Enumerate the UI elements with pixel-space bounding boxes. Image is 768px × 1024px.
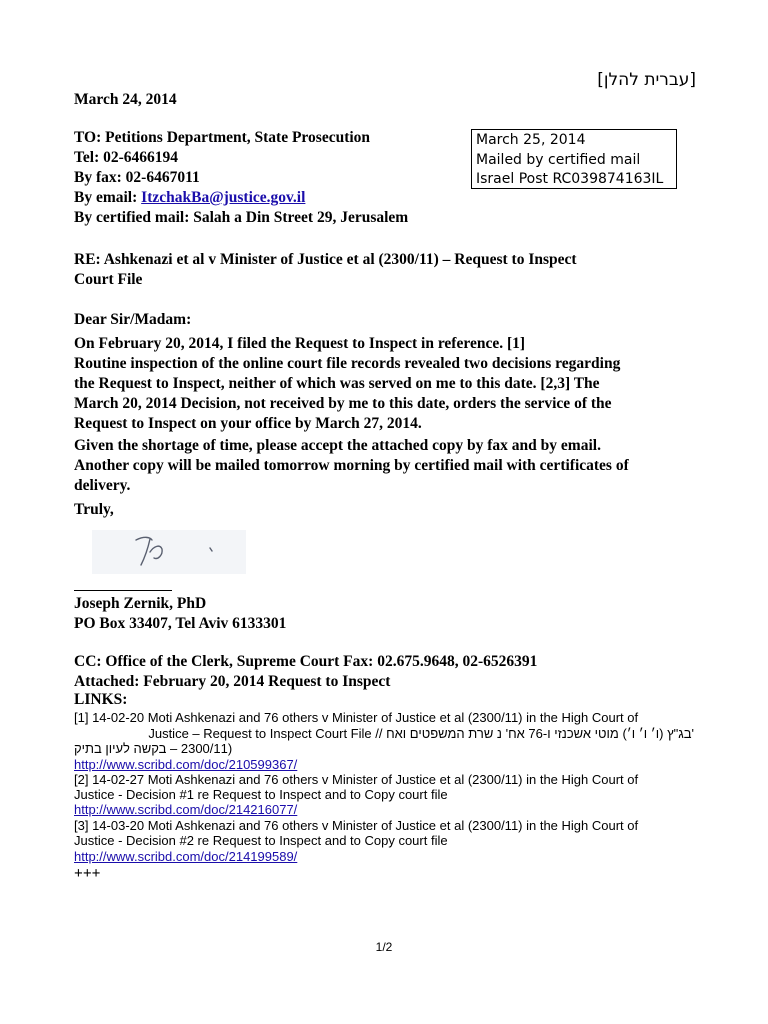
attachment-line: Attached: February 20, 2014 Request to Inspect xyxy=(74,673,391,690)
body-line: On February 20, 2014, I filed the Request to Inspect in reference. [1] xyxy=(74,335,526,352)
recipient-email-line xyxy=(74,188,305,208)
subject-line-continued: Court File xyxy=(74,271,143,288)
handwritten-signature xyxy=(92,530,246,574)
body-line: March 20, 2014 Decision, not received by me to this date, orders the service of the xyxy=(74,395,612,412)
stamp-method: Mailed by certified mail xyxy=(476,151,641,168)
signer-name: Joseph Zernik, PhD xyxy=(74,595,207,612)
recipient-to: TO: Petitions Department, State Prosecution xyxy=(74,129,371,146)
signature-line xyxy=(74,590,172,591)
email-link[interactable]: ItzchakBa@justice.gov.il xyxy=(141,189,306,206)
recipient-fax: By fax: 02-6467011 xyxy=(74,169,200,186)
cc-line: CC: Office of the Clerk, Supreme Court Fax: 02.675.9648, 02-6526391 xyxy=(74,653,538,670)
recipient-tel: Tel: 02-6466194 xyxy=(74,149,179,166)
salutation: Dear Sir/Madam: xyxy=(74,311,192,328)
links-heading: LINKS: xyxy=(74,691,128,708)
end-marker: +++ xyxy=(74,865,101,882)
signer-address: PO Box 33407, Tel Aviv 6133301 xyxy=(74,615,287,632)
link-2-url[interactable]: http://www.scribd.com/doc/214216077/ xyxy=(74,802,298,817)
stamp-date: March 25, 2014 xyxy=(476,132,586,148)
subject-line: RE: Ashkenazi et al v Minister of Justice et al (2300/11) – Request to Inspect xyxy=(74,251,577,268)
body-line: Given the shortage of time, please accept the attached copy by fax and by email. xyxy=(74,437,601,454)
link-3-url[interactable]: http://www.scribd.com/doc/214199589/ xyxy=(74,849,298,864)
link-2-title: [2] 14-02-27 Moti Ashkenazi and 76 others v Minister of Justice et al (2300/11) in the High Court of xyxy=(74,772,639,787)
hebrew-version-note: [עברית להלן] xyxy=(597,70,696,90)
link-1-title-hebrew-end: (2300/11 – בקשה לעיון בתיק xyxy=(74,741,233,756)
recipient-certified-mail: By certified mail: Salah a Din Street 29, Jerusalem xyxy=(74,209,409,226)
mailing-stamp-box xyxy=(471,129,677,189)
link-2-title-continued: Justice - Decision #1 re Request to Inspect and to Copy court file xyxy=(74,787,448,802)
body-line: Request to Inspect on your office by March 27, 2014. xyxy=(74,415,422,432)
page-number: 1/2 xyxy=(375,940,393,954)
closing: Truly, xyxy=(74,501,114,518)
body-line: the Request to Inspect, neither of which was served on me to this date. [2,3] The xyxy=(74,375,600,392)
link-3-title-continued: Justice - Decision #2 re Request to Inspect and to Copy court file xyxy=(74,833,448,848)
body-line: Routine inspection of the online court file records revealed two decisions regarding xyxy=(74,355,621,372)
letter-date: March 24, 2014 xyxy=(74,91,177,108)
body-line: Another copy will be mailed tomorrow morning by certified mail with certificates of xyxy=(74,457,629,474)
body-line: delivery. xyxy=(74,477,131,494)
link-1-url[interactable]: http://www.scribd.com/doc/210599367/ xyxy=(74,757,298,772)
link-1-title-continued xyxy=(148,726,694,742)
link-1-title-hebrew: Justice – Request to Inspect Court File // בג"ץ (ו׳ ו׳ ו׳) מוטי אשכנזי ו-76 אח' נ שרת המשפטים ואח' xyxy=(148,726,694,741)
email-label: By email: xyxy=(74,189,142,206)
link-3-title: [3] 14-03-20 Moti Ashkenazi and 76 others v Minister of Justice et al (2300/11) in the High Court of xyxy=(74,818,639,833)
stamp-tracking: Israel Post RC039874163IL xyxy=(476,171,664,187)
link-1-title: [1] 14-02-20 Moti Ashkenazi and 76 others v Minister of Justice et al (2300/11) in the High Court of xyxy=(74,710,639,725)
